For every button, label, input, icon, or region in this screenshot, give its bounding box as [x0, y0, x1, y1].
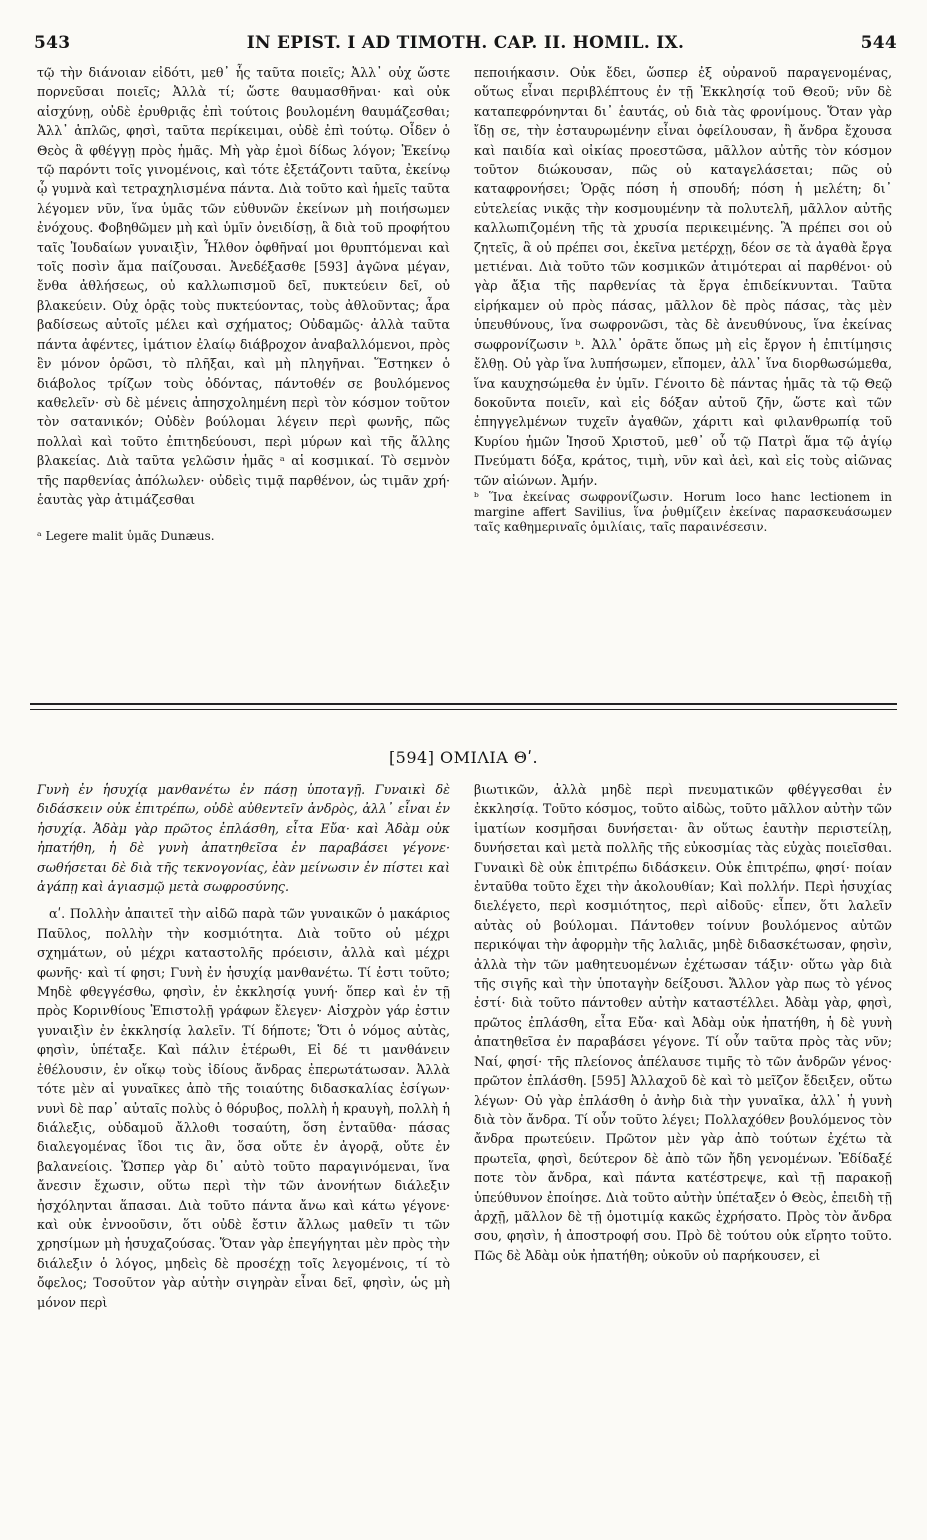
section-divider-thin [30, 709, 897, 710]
homily-title: [594] ΟΜΙΛΙΑ Θʹ. [388, 748, 539, 767]
scripture-lemma: Γυνὴ ἐν ἡσυχίᾳ μανθανέτω ἐν πάσῃ ὑποταγῇ. Γυναικὶ δὲ διδάσκειν οὐκ ἐπιτρέπω, οὐδὲ αὐθεντεῖν ἀνδρὸς, ἀλλ᾽ εἶναι ἐν ἡσυχίᾳ. Ἀδὰμ γὰρ πρῶτος ἐπλάσθη, εἶτα Εὔα· καὶ Ἀδὰμ οὐκ ἠπατήθη, ἡ δὲ γυνὴ ἀπατηθεῖσα ἐν παραβάσει γέγονε· σωθήσεται δὲ διὰ τῆς τεκνογονίας, ἐὰν μείνωσιν ἐν πίστει καὶ ἀγάπῃ καὶ ἁγιασμῷ μετὰ σωφροσύνης. [37, 782, 450, 895]
footnote-a: ᵃ Legere malit ὑμᾶς Dunæus. [37, 529, 215, 544]
top-right-column [474, 63, 892, 535]
right-page-number: 544 [860, 33, 897, 53]
left-page-number: 543 [34, 33, 71, 53]
bottom-right-column [474, 780, 892, 1265]
homily-text-cont: βιωτικῶν, ἀλλὰ μηδὲ περὶ πνευματικῶν φθέγγεσθαι ἐν ἐκκλησίᾳ. Τοῦτο κόσμος, τοῦτο αἰδὼς, τοῦτο μᾶλλον αὐτὴν τῶν ἱματίων κοσμῆσαι δυνήσεται· ἂν οὕτως ἑαυτὴν περιστείλῃ, δυνήσεται καὶ μετὰ πολλῆς τῆς εὐκοσμίας τὰς εὐχὰς ποιεῖσθαι. Γυναικὶ δὲ οὐκ ἐπιτρέπω διδάσκειν. Οὐκ ἐπιτρέπω, φησί· ποίαν ἐνταῦθα τοῦτο ἔχει τὴν ἀκολουθίαν; Καὶ πολλήν. Περὶ ἡσυχίας διελέγετο, περὶ κοσμιότητος, περὶ αἰδοῦς· εἶπεν, ὅτι λαλεῖν αὐτὰς οὐ βούλομαι. Πάντοθεν τοίνυν βουλόμενος αὐτῶν περικόψαι τὴν ἀφορμὴν τῆς λαλιᾶς, μηδὲ διδασκέτωσαν, φησὶν, ἀλλὰ τὴν τῶν μαθητευομένων ἐχέτωσαν τάξιν· οὕτω γὰρ διὰ τῆς σιγῆς καὶ τὴν ὑποταγὴν δείξουσι. Ἄλλον γὰρ πως τὸ γένος ἐστί· διὰ τοῦτο πάντοθεν αὐτὴν καταστέλλει. Ἀδὰμ γὰρ, φησὶ, πρῶτος ἐπλάσθη, εἶτα Εὔα· καὶ Ἀδὰμ οὐκ ἠπατήθη, ἡ δὲ γυνὴ ἀπατηθεῖσα ἐν παραβάσει γέγονε. Τί οὖν ταῦτα πρὸς τὰς νῦν; Ναί, φησί· τῆς πλείονος ἀπέλαυσε τιμῆς τὸ τῶν ἀνδρῶν γένος· πρῶτον ἐπλάσθη. [595] Ἀλλαχοῦ δὲ καὶ τὸ μεῖζον ἔδειξεν, οὕτω λέγων· Οὐ γὰρ ἐπλάσθη ὁ ἀνὴρ διὰ τὴν γυναῖκα, ἀλλ᾽ ἡ γυνὴ διὰ τὸν ἄνδρα. Τί οὖν τοῦτο λέγει; Πολλαχόθεν βουλόμενος τὸν ἄνδρα πρωτεύειν. Πρῶτον μὲν γὰρ ἀπὸ τούτων ἐχέτω τὰ πρωτεῖα, φησὶ, δεύτερον δὲ ἀπὸ τῶν ἤδη γενομένων. Ἐδίδαξέ ποτε τὸν ἄνδρα, καὶ πάντα κατέστρεψε, καὶ τῇ παρακοῇ ὑπεύθυνον ἐποίησε. Διὰ τοῦτο αὐτὴν ὑπέταξεν ὁ Θεὸς, ἐπειδὴ τῇ ἀρχῇ, μᾶλλον δὲ τῇ ὁμοτιμίᾳ κακῶς ἐχρήσατο. Πρὸς τὸν ἄνδρα σου, φησὶν, ἡ ἀποστροφή σου. Πρὸ δὲ τούτου οὐκ εἴρητο τοῦτο. Πῶς δὲ Ἀδὰμ οὐκ ἠπατήθη; οὐκοῦν οὐ παρήκουσεν, εἰ [474, 782, 892, 1263]
top-left-text: τῷ τὴν διάνοιαν εἰδότι, μεθ᾽ ἧς ταῦτα ποιεῖς; Ἀλλ᾽ οὐχ ὥστε πορνεῦσαι ποιεῖς; Ἀλλὰ τί; ὥστε θαυμασθῆναι· καὶ οὐκ αἰσχύνῃ, οὐδὲ ἐρυθριᾷς ἐπὶ τούτοις βουλομένη θαυμάζεσθαι; Ἀλλ᾽ ἁπλῶς, φησὶ, ταῦτα περίκειμαι, οὐδὲ ἐπὶ τούτῳ. Οἶδεν ὁ Θεὸς ἃ φθέγγῃ πρὸς ἡμᾶς. Μὴ γὰρ ἐμοὶ δίδως λόγον; Ἐκείνῳ τῷ παρόντι τοῖς γινομένοις, καὶ τότε ἐξετάζοντι ταῦτα, ἐκείνῳ ᾧ γυμνὰ καὶ τετραχηλισμένα πάντα. Διὰ τοῦτο καὶ ἡμεῖς ταῦτα λέγομεν νῦν, ἵνα ὑμᾶς τῶν εὐθυνῶν ἐκείνων μὴ ποιήσωμεν ἐνόχους. Φοβηθῶμεν μὴ καὶ ὑμῖν ὀνειδίσῃ, ἃ διὰ τοῦ προφήτου ταῖς Ἰουδαίων γυναιξὶν, Ἦλθον ὀφθῆναί μοι θρυπτόμεναι καὶ τοῖς ποσὶν ἅμα παίζουσαι. Ἀνεδέξασθε [593] ἀγῶνα μέγαν, ἔνθα ἀθλήσεως, οὐ καλλωπισμοῦ δεῖ, πυκτεύειν δεῖ, οὐ βλακεύειν. Οὐχ ὁρᾷς τοὺς πυκτεύοντας, τοὺς ἀθλοῦντας; ἆρα βαδίσεως αὐτοῖς μέλει καὶ σχήματος; Οὐδαμῶς· ἀλλὰ ταῦτα πάντα ἀφέντες, ἱμάτιον ἐλαίῳ διάβροχον ἀναβαλλόμενοι, πρὸς ἓν μόνον ὁρῶσι, τὸ πλῆξαι, καὶ μὴ πληγῆναι. Ἕστηκεν ὁ διάβολος τρίζων τοὺς ὀδόντας, πάντοθέν σε βουλόμενος καθελεῖν· σὺ δὲ μένεις ἀπησχολημένη περὶ τὸν κόσμον τοῦτον τὸν σατανικόν; Οὐδὲν βούλομαι λέγειν περὶ φωνῆς, πῶς πολλαὶ καὶ τοῦτο ἐπιτηδεύουσι, περὶ μύρων καὶ τῆς ἄλλης βλακείας. Διὰ ταῦτα γελῶσιν ἡμᾶς ᵃ αἱ κοσμικαί. Τὸ σεμνὸν τῆς παρθενίας ἀπόλωλεν· οὐδεὶς τιμᾷ παρθένον, ὡς τιμᾶν χρή· ἑαυτὰς γὰρ ἀτιμάζεσθαι [37, 65, 450, 507]
top-left-column [37, 63, 450, 544]
section-divider [30, 703, 897, 705]
footnote-b: ᵇ Ἵνα ἐκείνας σωφρονίζωσιν. Horum loco hanc lectionem in margine affert Savilius, ἵνα ῥυθμίζειν ἐκείνας παρασκευάσωμεν ταῖς καθημεριναῖς ὁμιλίαις, ταῖς παραινέσεσιν. [474, 489, 892, 534]
running-title: IN EPIST. I AD TIMOTH. CAP. II. HOMIL. IX. [246, 33, 685, 53]
page-header [34, 33, 897, 55]
homily-text-start: αʹ. Πολλὴν ἀπαιτεῖ τὴν αἰδῶ παρὰ τῶν γυναικῶν ὁ μακάριος Παῦλος, πολλὴν τὴν κοσμιότητα. Διὰ τοῦτο οὐ μέχρι σχημάτων, οὐ μέχρι καταστολῆς πρόεισιν, ἀλλὰ καὶ μέχρι φωνῆς· καὶ τί φησι; Γυνὴ ἐν ἡσυχίᾳ μανθανέτω. Τί ἐστι τοῦτο; Μηδὲ φθεγγέσθω, φησὶν, ἐν ἐκκλησίᾳ γυνή· ὅπερ καὶ ἐν τῇ πρὸς Κορινθίους Ἐπιστολῇ γράφων ἔλεγεν· Αἰσχρὸν γάρ ἐστιν γυναιξὶν ἐν ἐκκλησίᾳ λαλεῖν. Τί δήποτε; Ὅτι ὁ νόμος αὐτὰς, φησὶν, ὑπέταξε. Καὶ πάλιν ἑτέρωθι, Εἰ δέ τι μανθάνειν ἐθέλουσιν, ἐν οἴκῳ τοὺς ἰδίους ἄνδρας ἐπερωτάτωσαν. Ἀλλὰ τότε μὲν αἱ γυναῖκες ἀπὸ τῆς τοιαύτης διδασκαλίας ἐσίγων· νυνὶ δὲ παρ᾽ αὐταῖς πολὺς ὁ θόρυβος, πολλὴ ἡ κραυγὴ, πολλὴ ἡ διάλεξις, οὐδαμοῦ ἄλλοθι τοσαύτη, ὅση ἐνταῦθα· πάσας διαλεγομένας ἴδοι τις ἂν, ὅσα οὔτε ἐν ἀγορᾷ, οὔτε ἐν βαλανείοις. Ὥσπερ γὰρ δι᾽ αὐτὸ τοῦτο παραγινόμεναι, ἵνα ἄνεσιν ἔχωσιν, οὕτω περὶ τὴν τῶν ἀνονήτων διάλεξιν ἠσχόληνται ἅπασαι. Διὰ τοῦτο πάντα ἄνω καὶ κάτω γέγονε· καὶ οὐκ ἐννοοῦσιν, ὅτι οὐδὲ ἔστιν ἄλλως μαθεῖν τι τῶν χρησίμων μὴ ἡσυχαζούσας. Ὅταν γὰρ ἐπεγήγηται μὲν πρὸς τὴν διάλεξιν ὁ λόγος, μηδεὶς δὲ προσέχῃ τοῖς λεγομένοις, τί τὸ ὄφελος; Τοσοῦτον γὰρ αὐτὴν σιγηρὰν εἶναι δεῖ, φησὶν, ὡς μὴ μόνον περὶ [37, 906, 450, 1310]
bottom-left-column [37, 780, 450, 1312]
top-right-text: πεποιήκασιν. Οὐκ ἔδει, ὥσπερ ἐξ οὐρανοῦ παραγενομένας, οὕτως εἶναι περιβλέπτους ἐν τῇ Ἐκκλησίᾳ τοῦ Θεοῦ; νῦν δὲ καταπεφρόνηνται δι᾽ ἑαυτάς, οὐ διὰ τὰς φρονίμους. Ὅταν γὰρ ἴδῃ σε, τὴν ἐσταυρωμένην εἶναι ὀφείλουσαν, ἢ ἄνδρα ἔχουσα καὶ παιδία καὶ οἰκίας προεστῶσα, μᾶλλον αὐτῆς τὸν κόσμον τοῦτον διώκουσαν, πῶς οὐ καταγελάσεται; πῶς οὐ καταφρονήσει; Ὁρᾷς πόση ἡ σπουδή; πόση ἡ μελέτη; δι᾽ εὐτελείας νικᾷς τὴν κοσμουμένην τὰ πολυτελῆ, μᾶλλον αὐτῆς καλλωπιζομένη τῆς τὰ χρυσία περικειμένης. Ἃ πρέπει σοι οὐ ζητεῖς, ἃ οὐ πρέπει σοι, ἐκεῖνα μετέρχῃ, δέον σε τὰ ἀγαθὰ ἔργα μετιέναι. Διὰ τοῦτο τῶν κοσμικῶν ἀτιμότεραι αἱ παρθένοι· οὐ γὰρ ἄξια τῆς παρθενίας τὰ ἔργα ἐπιδείκνυνται. Ταῦτα εἰρήκαμεν οὐ πρὸς πάσας, μᾶλλον δὲ πρὸς πάσας, τὰς μὲν ὑπευθύνους, ἵνα σωφρονῶσι, τὰς δὲ ἀνευθύνους, ἵνα ἐκείνας σωφρονίζωσιν ᵇ. Ἀλλ᾽ ὁρᾶτε ὅπως μὴ εἰς ἔργον ἡ ἐπιτίμησις ἔλθῃ. Οὐ γὰρ ἵνα λυπήσωμεν, εἴπομεν, ἀλλ᾽ ἵνα διορθωσώμεθα, ἵνα καυχησώμεθα ἐν ὑμῖν. Γένοιτο δὲ πάντας ἡμᾶς τὰ τῷ Θεῷ δοκοῦντα ποιεῖν, καὶ εἰς δόξαν αὐτοῦ ζῆν, ὥστε καὶ τῶν ἐπηγγελμένων τυχεῖν ἀγαθῶν, χάριτι καὶ φιλανθρωπίᾳ τοῦ Κυρίου ἡμῶν Ἰησοῦ Χριστοῦ, μεθ᾽ οὗ τῷ Πατρὶ ἅμα τῷ ἁγίῳ Πνεύματι δόξα, κράτος, τιμὴ, νῦν καὶ ἀεὶ, καὶ εἰς τοὺς αἰῶνας τῶν αἰώνων. Ἀμήν. [474, 65, 892, 488]
